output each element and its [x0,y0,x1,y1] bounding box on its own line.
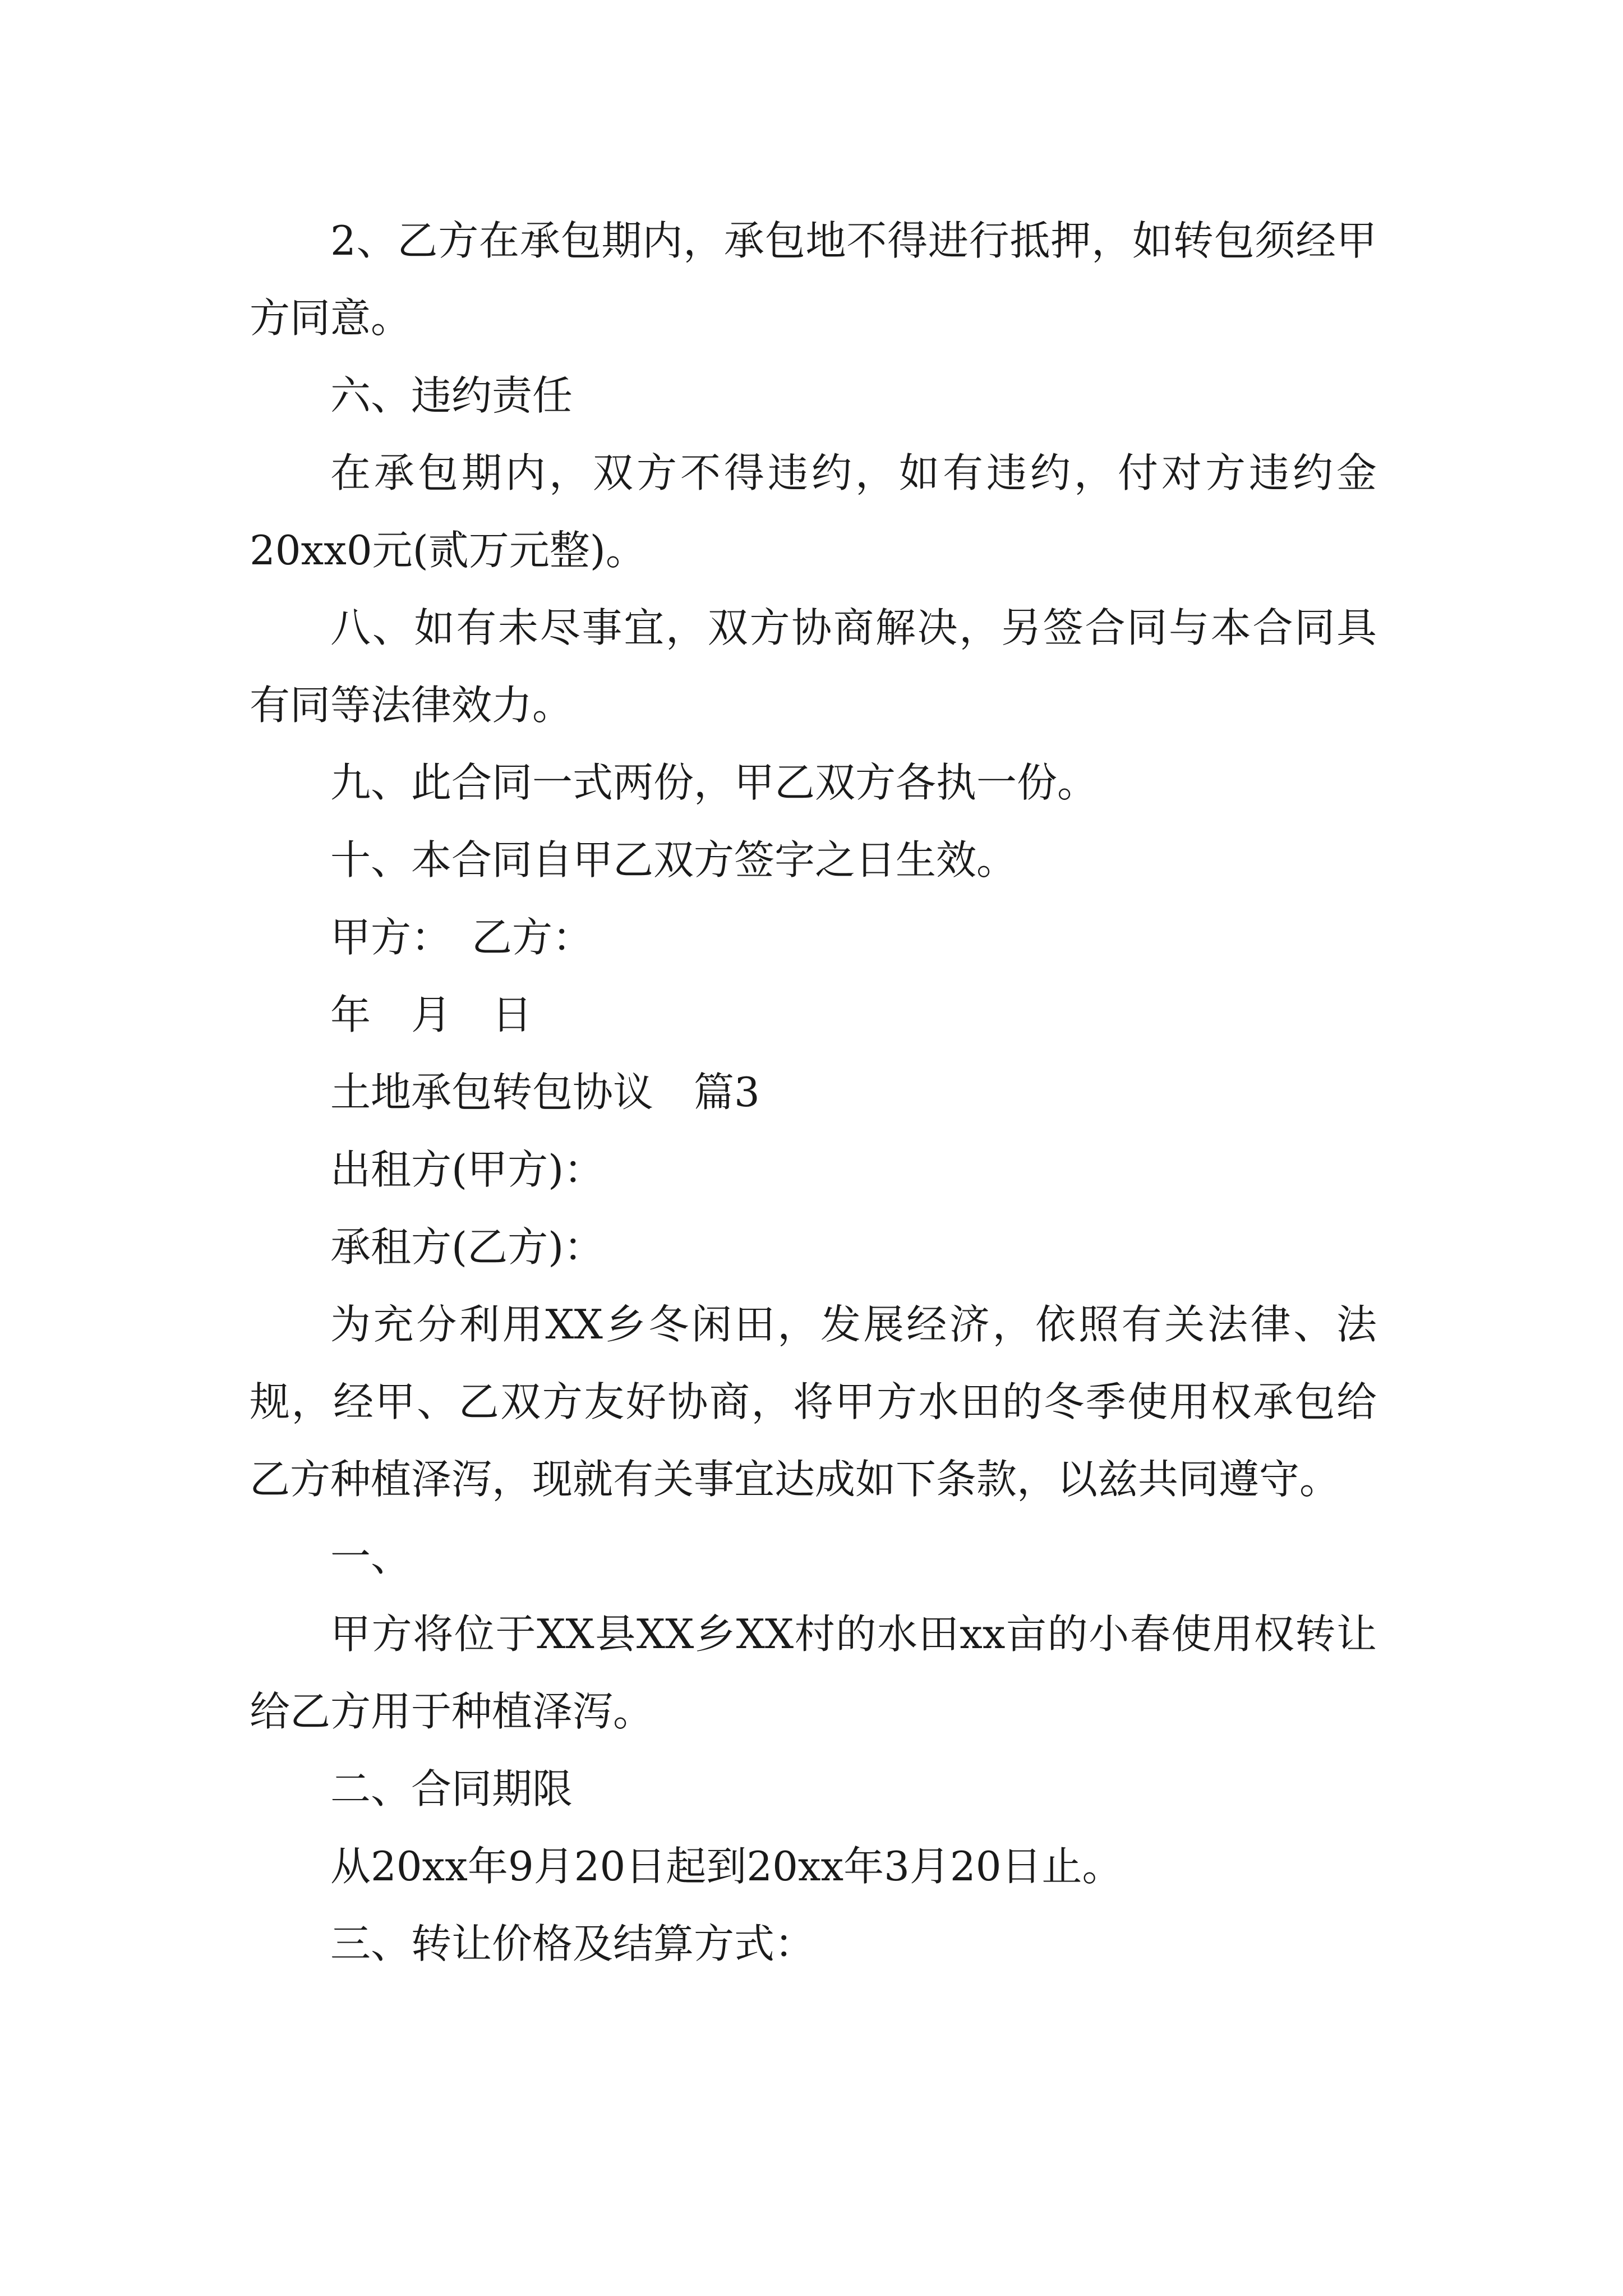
document-body [250,202,1377,1982]
preamble-paragraph: 为充分利用XX乡冬闲田，发展经济，依照有关法律、法规，经甲、乙双方友好协商，将甲方水田的冬季使用权承包给乙方种植泽泻，现就有关事宜达成如下条款，以兹共同遵守。 [250,1301,1377,1503]
breach-penalty-paragraph: 在承包期内，双方不得违约，如有违约，付对方违约金20xx0元(贰万元整)。 [250,449,1377,574]
clause-1-heading: 一、 [330,1533,412,1580]
section-title: 土地承包转包协议 篇3 [330,1069,760,1116]
clause-2-no-mortgage: 2、乙方在承包期内，承包地不得进行抵押，如转包须经甲方同意。 [250,217,1377,342]
clause-10-effective: 十、本合同自甲乙双方签字之日生效。 [330,836,1017,884]
heading-price-settlement: 三、转让价格及结算方式： [330,1920,815,1967]
lessor-line: 出租方(甲方)： [330,1146,605,1193]
contract-term-body: 从20xx年9月20日起到20xx年3月20日止。 [330,1843,1123,1890]
clause-1-body: 甲方将位于XX县XX乡XX村的水田xx亩的小春使用权转让给乙方用于种植泽泻。 [250,1611,1377,1735]
heading-breach-liability: 六、违约责任 [330,372,573,419]
signature-date: 年 月 日 [330,991,533,1038]
heading-contract-term: 二、合同期限 [330,1765,573,1812]
clause-8-unresolved-matters: 八、如有未尽事宜，双方协商解决，另签合同与本合同具有同等法律效力。 [250,604,1377,729]
lessee-line: 承租方(乙方)： [330,1223,605,1271]
signature-parties: 甲方： 乙方： [330,914,593,961]
clause-9-copies: 九、此合同一式两份，甲乙双方各执一份。 [330,759,1098,806]
